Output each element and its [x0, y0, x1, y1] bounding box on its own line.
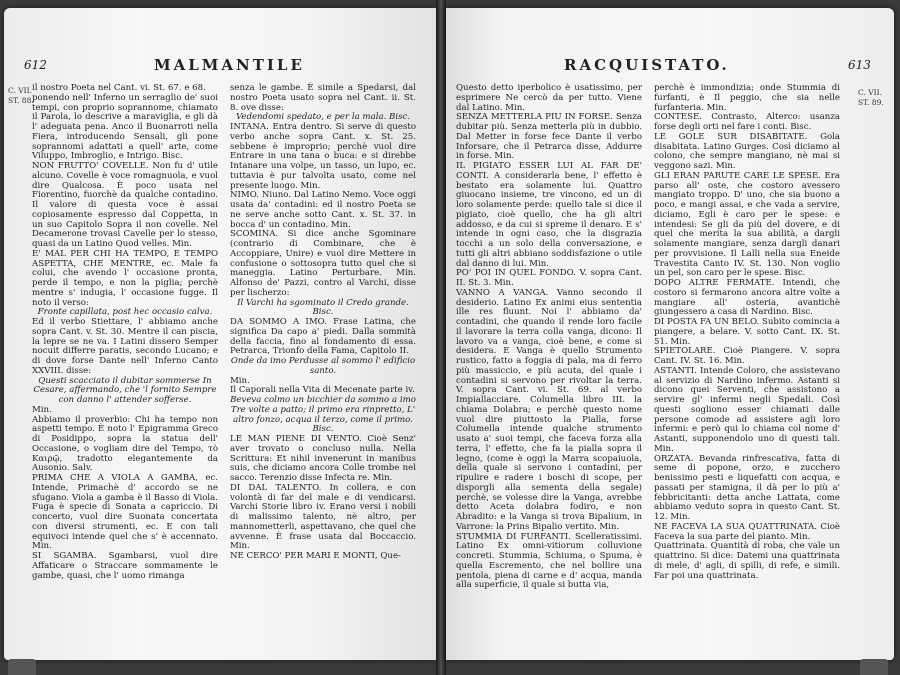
- verse: Il Varchi ha sgominato il Credo grande. Bisc.: [237, 297, 409, 318]
- paragraph: DA SOMMO A IMO. Frase Latina, che significa Da capo a' piedi. Dalla sommità della faccia, fino al fondamento di essa. Petrarca, Trionfo della Fama, Capitolo II.: [230, 317, 416, 357]
- paragraph: IL PIGIATO ESSER LUI AL FAR DE' CONTI. A considerarla bene, l' effetto è bestato era solamente lui. Quattro giuocano insieme, tre vincono, ed un di loro solamente perde: quello tale si dice il pigiato, cioè quello, che ha gli altri addosso, e da cui si spreme il denaro. E s' intende in ogni caso, che la disgrazia tocchi a un solo della conversazione, e tutti gli altri abbiano soddisfazione o utile dal danno di lui. Min.: [456, 161, 642, 269]
- margin-note: C. VII.: [858, 88, 882, 97]
- paragraph: ponendo nell' Inferno un serraglio de' suoi tempi, con proprio soprannome, chiamato il Parola, lo descrive a maraviglia, e gli dà l' adeguata pena. Anco il Buonarroti nella Fiera, introducendo Sensali, gli pone soprannomi adattati a quell' arte, come Viluppo, Imbroglio, e Intrigo. Bisc.: [32, 92, 218, 162]
- verse: Fronte capillata, post hec occasio calva.: [37, 307, 213, 318]
- paragraph: SCOMINA. Si dice anche Sgominare (contrario di Combinare, che è Accoppiare, Unire) e vuol dire Mettere in confusione o sottosopra tutto quel che si maneggia. Latino Perturbare. Min. Alfonso de' Pazzi, contro al Varchi, disse per lischerzo:: [230, 229, 416, 298]
- paragraph: NIMO. Niuno. Dal Latino Nemo. Voce oggi usata da' contadini: ed il nostro Poeta se ne serve anche sotto Cant. x. St. 37. in bocca d' un contadino. Min.: [230, 190, 416, 230]
- paragraph: senza le gambe. È simile a Spedarsi, dal nostro Poeta usato sopra nel Cant. ii. St. 8. ove disse:: [230, 83, 416, 113]
- left-page: [4, 8, 436, 660]
- text-column-right: [230, 84, 416, 562]
- verse: Onde da imo Perdusse al sommo l' edificio santo.: [230, 356, 416, 376]
- paragraph: E' MAL PER CHI HA TEMPO, E TEMPO ASPETTA, CHE MENTRE, ec. Male fa colui, che avendo l' occasione pronta, perde il tempo, e non la piglia; perchè mentre s' indugia, l' occasione fugge. Il noto il verso:: [32, 248, 218, 308]
- paragraph: NE FACEVA LA SUA QUATTRINATA. Cioè Faceva la sua parte del pianto. Min.: [654, 521, 840, 542]
- right-page: [446, 8, 894, 660]
- paragraph: GLI ERAN PARUTE CARE LE SPESE. Era parso all' oste, che costoro avessero mangiato troppo. D' uno, che sia buono a poco, e mangi assai, e che vada a servire, diciamo, Egli è caro per le spese: e intendesi: Se gli da più del dovere, e di quel che merita la sua abilità, a dargli solamente mangiare, senza dargli danari per provvisione. Il Lalli nella sua Eneide Travestita Canto IV. St. 130. Non voglio un pel, son caro per le spese. Bisc.: [654, 170, 840, 279]
- paragraph: LE MAN PIENE DI VENTO. Cioè Senz' aver trovato o concluso nulla. Nella Scrittura: Et nihil invenerunt in manibus suis, che diciamo ancora Colle trombe nel sacco. Terenzio disse Infecta re. Min.: [230, 434, 416, 483]
- paragraph: Questo detto iperbolico è usatissimo, per esprimere Ne cercò da per tutto. Viene dal Latino. Min.: [456, 83, 642, 113]
- paragraph: Quattrinata. Quantità di roba, che vale un quattrino. Si dice: Datemi una quattrinata di mele, d' agli, di spilli, di refe, e simili. Far poi una quattrinata.: [654, 541, 840, 581]
- verse: Vedendomi spedato, e per la mala. Bisc.: [235, 112, 411, 123]
- paragraph: SENZA METTERLA PIU IN FORSE. Senza dubitar più. Senza metterla più in dubbio. Dal Metter in forse fece Dante il verbo Inforsare, che il Petrarca disse, Addurre in forse. Min.: [456, 112, 642, 162]
- book-gutter: [436, 0, 446, 675]
- paragraph: ASTANTI. Intende Coloro, che assistevano al servizio di Nardino infermo. Astanti si dicono quei Serventi, che assistono a servire gl' infermi negli Spedali. Così questi sogliono esser chiamati dalle persone comode ad assistere agli loro infermi: e però qui lo chiama col nome d' Astanti, supponendolo uno di questi tali. Min.: [654, 365, 840, 454]
- paragraph: ORZATA. Bevanda rinfrescativa, fatta di seme di popone, orzo, e zucchero benissimo pesti e liquefatti con acqua, e passati per stamigna, il dà per lo più a' febbricitanti: detta anche Lattata, come abbiamo veduto sopra in questo Cant. St. 12. Min.: [654, 453, 840, 522]
- margin-note: ST. 89.: [858, 98, 884, 107]
- paragraph: Min.: [32, 404, 52, 415]
- running-header: RACQUISTATO.: [564, 56, 730, 74]
- paragraph: PRIMA CHE A VIOLA A GAMBA, ec. Intende, Primachè d' accordo se ne sfugano. Viola a gamba è il Basso di Viola. Fuga è specie di Sonata a capriccio. Di concerto, vuol dire Suonata concertata con diversi strumenti, ec. E con tali equivoci intende quel che s' è accennato. Min.: [32, 473, 218, 552]
- paragraph: NON FRUTTO' COVELLE. Non fu d' utile alcuno. Covelle è voce romagnuola, e vuol dire Qualcosa. È poco usata nel Fiorentino, fuorchè da qualche contadino. Il valore di questa voce è assai copiosamente espresso dal Coppetta, in un suo Capitolo Sopra il non covelle. Nel Decamerone trovasi Cavelle per lo stesso, quasi da un Latino Quod velles. Min.: [32, 161, 218, 249]
- paragraph: PO' POI IN QUEL FONDO. V. sopra Cant. II. St. 3. Min.: [456, 268, 642, 288]
- paragraph: LE GOLE SUR DISABITATE. Gola disabitata. Latino Gurges. Così diciamo al colono, che sempre mangiano, nè mai si veggono sazi. Min.: [654, 131, 840, 171]
- margin-note: C. VII.: [8, 86, 32, 95]
- paragraph: CONTESE. Contrasto, Alterco: usanza forse degli orti nel fare i conti. Bisc.: [654, 112, 840, 132]
- paragraph: il nostro Poeta nel Cant. vi. St. 67. e 68.: [32, 83, 206, 93]
- text-column-left: [32, 84, 218, 581]
- paragraph: DI DAL TALENTO. In collera, e con volontà di far del male e di vendicarsi. Varchi Storie libro iv. Erano versi i nobili di malissimo talento, nè altro, per mannometterli, aspettavano, che quel che avvenne. È frase usata dal Boccaccio. Min.: [230, 482, 416, 552]
- text-column-left: [456, 84, 642, 591]
- paragraph: Min.: [230, 375, 250, 386]
- page-number: 613: [848, 58, 871, 72]
- running-header: MALMANTILE: [154, 56, 305, 74]
- binding-clip: [8, 659, 36, 675]
- text-column-right: [654, 84, 840, 581]
- paragraph: SPIETOLARE. Cioè Piangere. V. sopra Cant. IV. St. 16. Min.: [654, 346, 840, 366]
- paragraph: Il Caporali nella Vita di Mecenate parte iv.: [230, 385, 415, 396]
- paragraph: SI SGAMBA. Sgambarsi, vuol dire Affaticare o Straccare sommamente le gambe, quasi, che l' uomo rimanga: [32, 551, 218, 581]
- verse: Beveva colmo un bicchier da sommo a imo Tre volte a patto; il primo era rinpretto, L' altro fonzo, acqua il terzo, come il primo. Bisc.: [230, 395, 416, 435]
- paragraph: Abbiamo il proverbio: Chi ha tempo non aspetti tempo. È noto l' Epigramma Greco di Posidippo, sopra la statua dell' Occasione, o vogliam dire del Tempo, τὸ Καιρῷ, tradotto elegantemente da Ausonio. Salv.: [32, 414, 218, 474]
- paragraph: STUMMIA DI FURFANTI. Scelleratissimi. Latino Ex omni-vitiorum colluvione concreti. Stummia, Schiuma, o Spuma, è quella Escremento, che nel bollire una pentola, piena di carne e d' acqua, manda alla superficie, il quale si butta via,: [456, 531, 642, 591]
- verse: Questi scacciato il dubitar sommerse In Cesare, affermando, che 'l fornito Sempre con danno l' attender sofferse.: [33, 375, 217, 405]
- binding-clip: [860, 659, 888, 675]
- paragraph: DI POSTA FA UN BELO. Subito comincia a piangere, a belare. V. sotto Cant. IX. St. 51. Min.: [654, 317, 840, 347]
- paragraph: perchè è immondizia; onde Stummia di furfanti, è Il peggio, che sia nelle furfanteria. Min.: [654, 83, 840, 113]
- paragraph: Ed il verbo Stiettare, l' abbiamo anche sopra Cant. v. St. 30. Mentre il can piscia, la lepre se ne va. I Latini dissero Semper nocuit differre paratis, secondo Lucano; e di dove forse Dante nell' Inferno Canto XXVIII. disse:: [32, 317, 218, 376]
- margin-note: ST. 88.: [8, 96, 34, 105]
- paragraph: VANNO A VANGA. Vanno secondo il desiderio. Latino Ex animi eius sententia ille res fluunt. Noi l' abbiamo da' contadini, che quando il rende loro facile il lavorare la terra colla vanga, dicono: Il lavoro va a vanga, cioè bene, e come si desidera. E Vanga è quello Strumento rustico, fatto a foggia di pala, ma di ferro più massiccio, e più acuta, del quale i contadini si servono per rivoltar la terra. V. sopra Cant. vi. St. 69. al verbo Impiallacciare. Columella libro III. la chiama Dolabra; e perchè questo nome vuol dire piuttosto la Pialla, forse Columella intende qualche strumento usato a' suoi tempi, che faceva forza alla terra, l' effetto, che fa la pialla sopra il legno, (come è oggi la Marra scopaiuola, della quale si servono i contadini, per ripulire e radere i boschi di scope, per disporgli alla sementa della segale) perchè, se volesse dire la Vanga, avrebbe detto Aceta dolabra fodiro, e non Abradito: e la Vanga si trova Bipalium, in Varrone: la Prins Bipalio vertito. Min.: [456, 287, 642, 532]
- page-number: 612: [24, 58, 47, 72]
- paragraph: DOPO ALTRE FERMATE. Intendi, che costoro si fermarono ancora altre volte a mangiare all' osteria, avantichè giungessero a casa di Nardino. Bisc.: [654, 278, 840, 318]
- paragraph: NE CERCO' PER MARI E MONTI, Que-: [230, 551, 401, 561]
- paragraph: INTANA. Entra dentro. Si serve di questo verbo anche sopra Cant. x. St. 25. sebbene è improprio; perchè vuol dire Entrare in una tana o buca: e si direbbe Intanare una volpe, un tasso, un lupo, ec. tuttavia è pur talvolta usato, come nel presente luogo. Min.: [230, 122, 416, 191]
